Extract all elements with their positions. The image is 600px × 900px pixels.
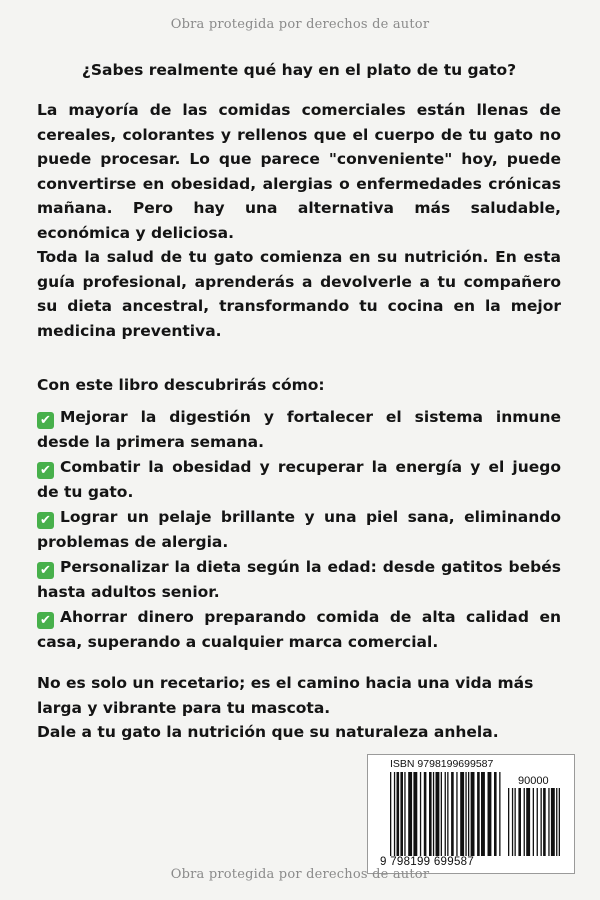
barcode-bar: [456, 772, 457, 856]
benefit-text: Ahorrar dinero preparando comida de alta calidad en casa, superando a cualquier marca comercial.: [37, 608, 561, 651]
barcode-bar: [559, 788, 560, 856]
barcode-bar: [518, 788, 521, 856]
checkmark-icon: ✔: [37, 512, 54, 529]
barcode-addon-bars: [508, 788, 560, 856]
barcode-bar: [420, 772, 421, 856]
barcode-bar: [408, 772, 412, 856]
barcode-bar: [451, 772, 454, 856]
barcode-bar: [543, 788, 546, 856]
barcode-bar: [537, 788, 538, 856]
benefit-text: Lograr un pelaje brillante y una piel sana, eliminando problemas de alergia.: [37, 508, 561, 551]
barcode-bar: [548, 788, 549, 856]
barcode-bar: [424, 772, 427, 856]
barcode-bar: [512, 788, 513, 856]
barcode-bars: [390, 772, 502, 856]
barcode-bar: [404, 772, 405, 856]
checkmark-icon: ✔: [37, 412, 54, 429]
closing-line-2: Dale a tu gato la nutrición que su naturaleza anhela.: [37, 723, 499, 741]
barcode-bar: [400, 772, 403, 856]
barcode-bar: [445, 772, 446, 856]
barcode-bar: [465, 772, 466, 856]
barcode-bar: [508, 788, 509, 856]
barcode-bar: [494, 772, 497, 856]
barcode-bar: [441, 772, 442, 856]
benefit-item: [37, 505, 561, 555]
barcode-digits: 9 798199 699587: [380, 856, 475, 868]
barcode-bar: [556, 788, 557, 856]
isbn-label: ISBN 9798199699587: [390, 758, 494, 770]
barcode-bar: [436, 772, 440, 856]
benefits-list: [37, 405, 561, 655]
benefit-text: Combatir la obesidad y recuperar la energía y el juego de tu gato.: [37, 458, 561, 501]
benefit-item: [37, 605, 561, 655]
barcode-bar: [397, 772, 400, 856]
barcode-bar: [551, 788, 555, 856]
closing-line-1: No es solo un recetario; es el camino hacia una vida más larga y vibrante para tu mascota.: [37, 674, 534, 717]
benefit-text: Personalizar la dieta según la edad: desde gatitos bebés hasta adultos senior.: [37, 558, 561, 601]
isbn-barcode: [367, 754, 575, 874]
checkmark-icon: ✔: [37, 562, 54, 579]
barcode-bar: [481, 772, 485, 856]
checkmark-icon: ✔: [37, 612, 54, 629]
barcode-bar: [447, 772, 448, 856]
watermark-bottom: Obra protegida por derechos de autor: [170, 867, 430, 882]
closing-text: [37, 671, 561, 745]
barcode-bar: [526, 788, 530, 856]
barcode-bar: [460, 772, 464, 856]
checkmark-icon: ✔: [37, 462, 54, 479]
back-cover-text: [37, 58, 561, 745]
benefit-item: [37, 405, 561, 455]
benefits-title: Con este libro descubrirás cómo:: [37, 376, 325, 394]
barcode-bar: [471, 772, 475, 856]
barcode-bar: [390, 772, 391, 856]
price-code: 90000: [518, 775, 549, 787]
intro-paragraph-1: La mayoría de las comidas comerciales están llenas de cereales, colorantes y rellenos que el cuerpo de tu gato no puede procesar. Lo que parece "conveniente" hoy, puede convertirse en obesidad, alergias o enfermedades crónicas mañana. Pero hay una alternativa más saludable, económica y deliciosa.: [37, 101, 561, 242]
benefit-text: Mejorar la digestión y fortalecer el sistema inmune desde la primera semana.: [37, 408, 561, 451]
barcode-bar: [477, 772, 480, 856]
barcode-bar: [499, 772, 500, 856]
barcode-bar: [468, 772, 469, 856]
barcode-bar: [541, 788, 542, 856]
barcode-bar: [394, 772, 395, 856]
barcode-bar: [524, 788, 525, 856]
benefit-item: [37, 455, 561, 505]
barcode-bar: [488, 772, 492, 856]
barcode-bar: [429, 772, 432, 856]
benefit-item: [37, 555, 561, 605]
barcode-bar: [515, 788, 516, 856]
headline: ¿Sabes realmente qué hay en el plato de tu gato?: [81, 61, 517, 79]
barcode-bar: [433, 772, 434, 856]
barcode-bar: [413, 772, 417, 856]
barcode-bar: [533, 788, 534, 856]
intro-paragraph-2: Toda la salud de tu gato comienza en su nutrición. En esta guía profesional, aprenderás a devolverle a tu compañero su dieta ancestral, transformando tu cocina en la mejor medicina preventiva.: [37, 248, 561, 340]
watermark-top: Obra protegida por derechos de autor: [170, 17, 430, 32]
